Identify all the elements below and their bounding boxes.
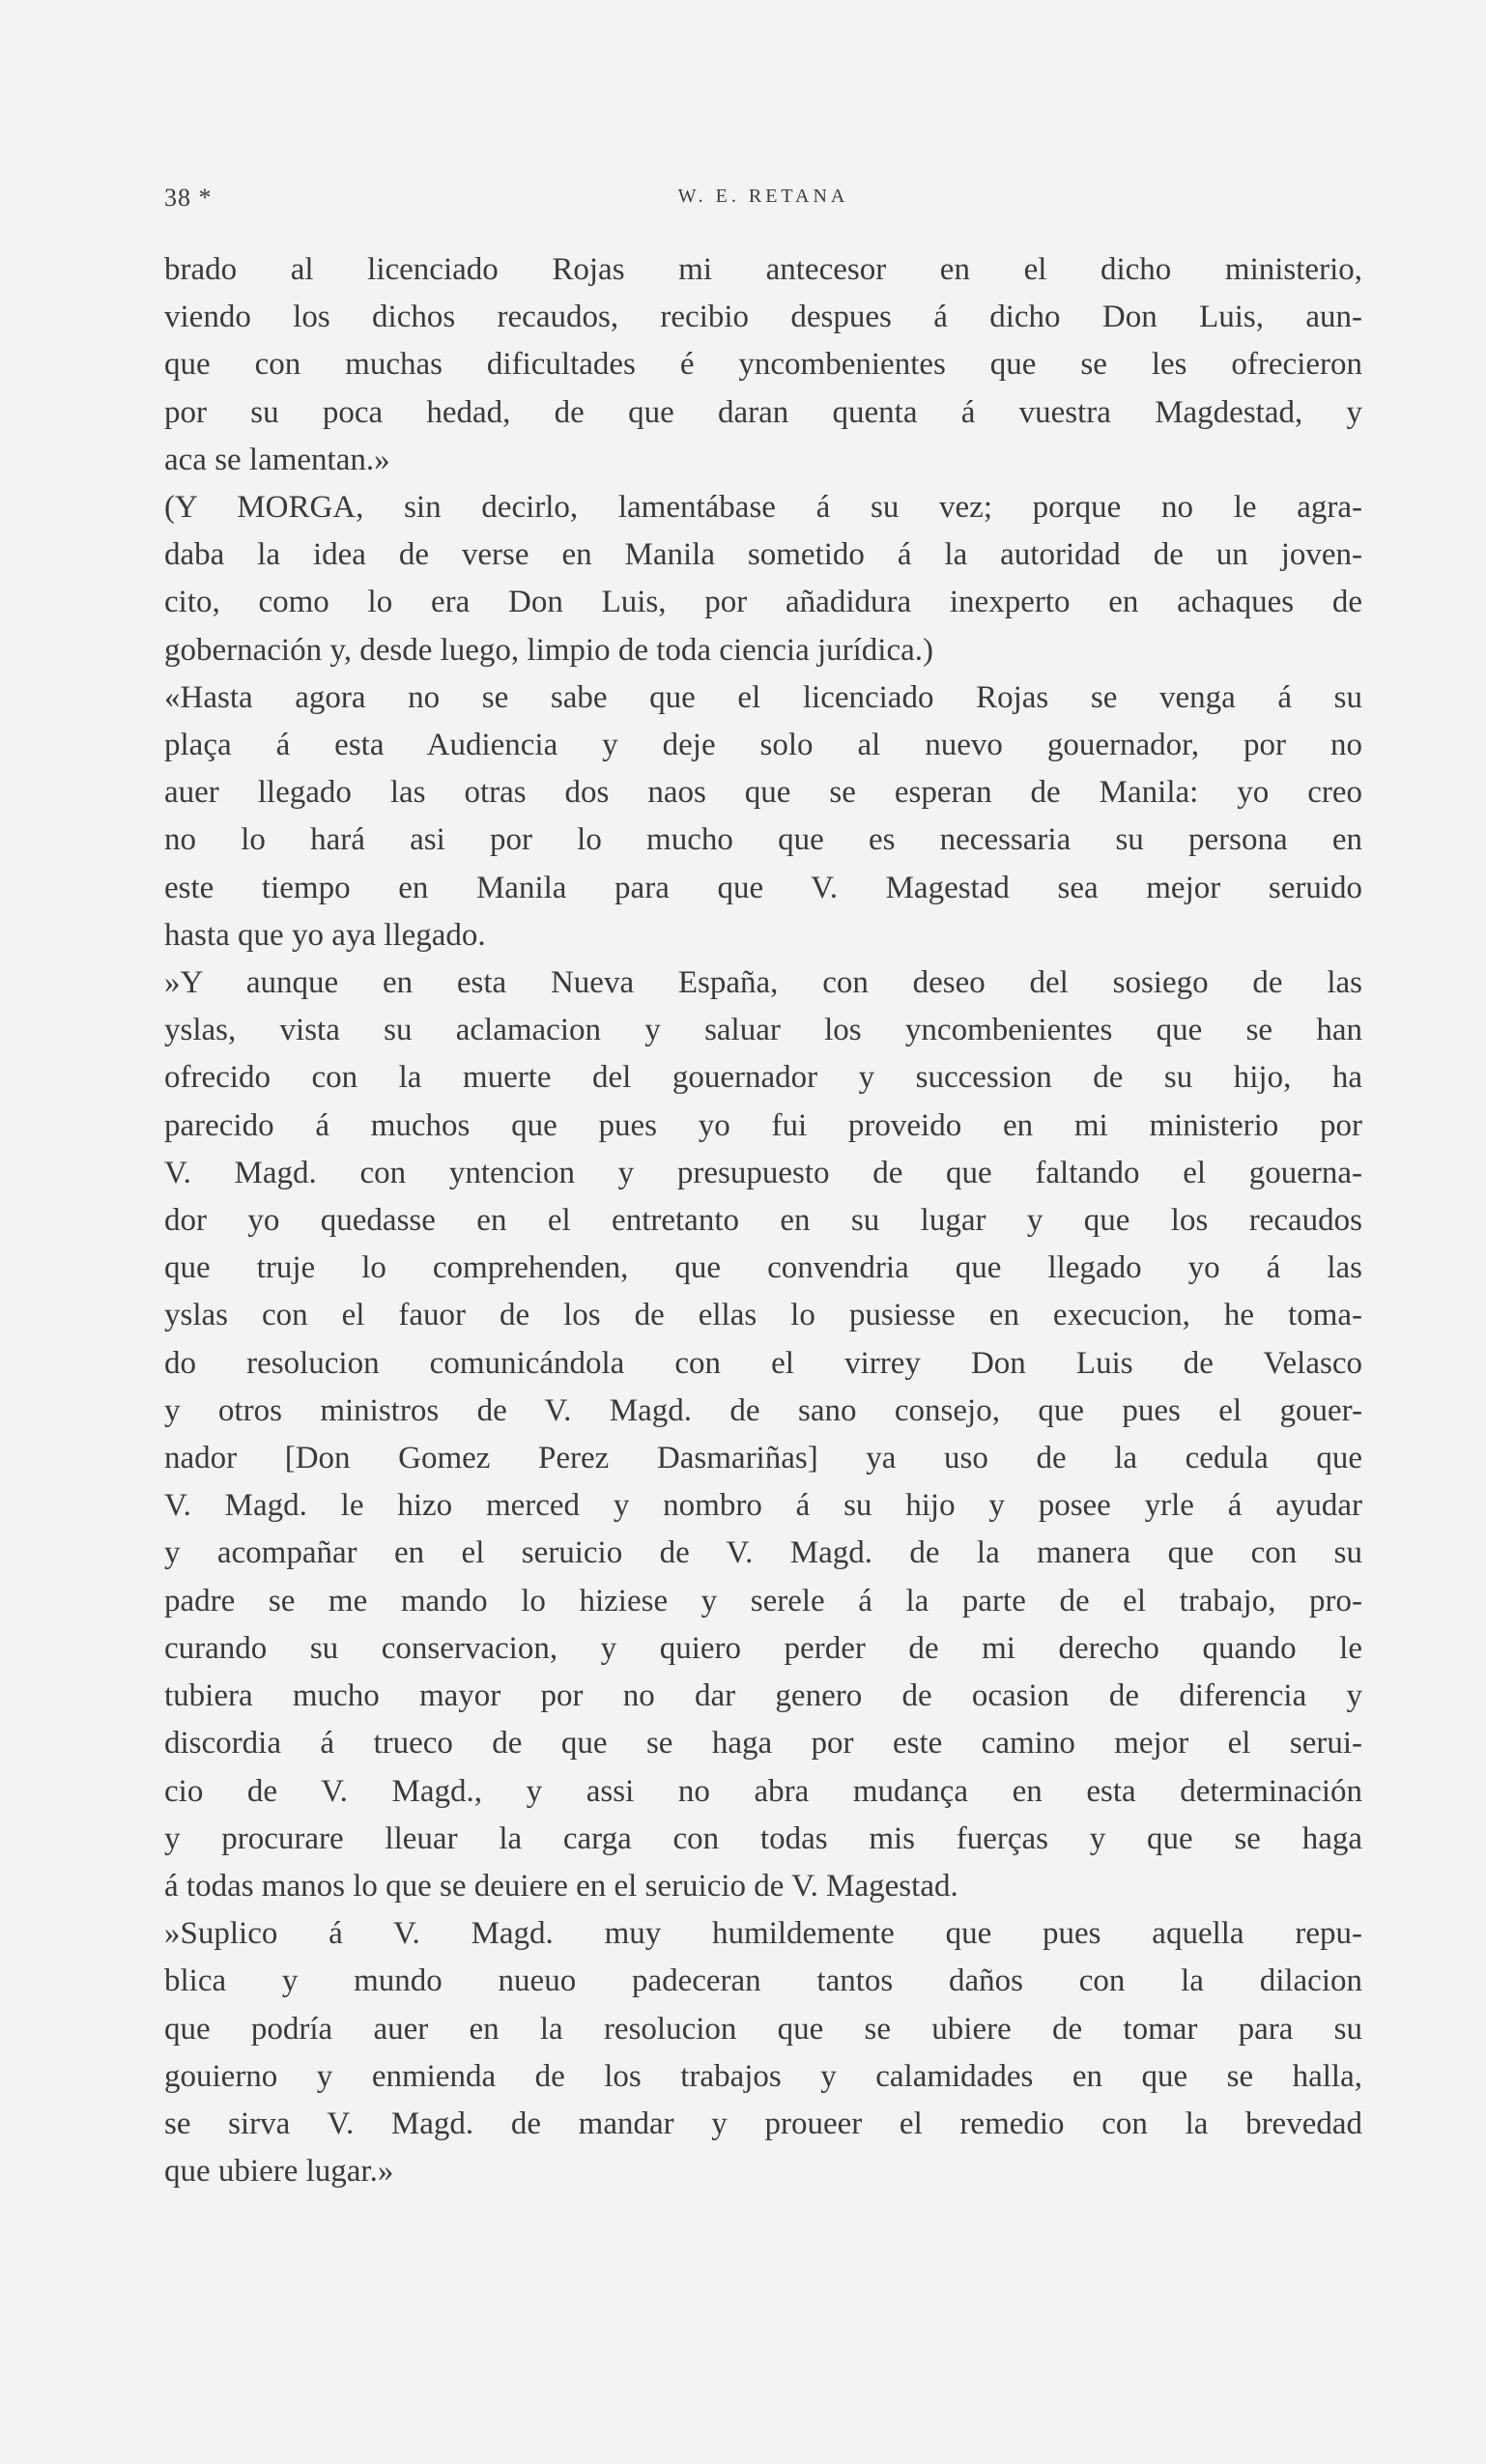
text-line: daba la idea de verse en Manila sometido á la autoridad de un joven- xyxy=(164,537,1362,573)
text-line: no lo hará asi por lo mucho que es necessaria su persona en xyxy=(164,822,1362,858)
text-line: (Y MORGA, sin decirlo, lamentábase á su vez; porque no le agra- xyxy=(164,490,1362,526)
text-line: »Suplico á V. Magd. muy humildemente que pues aquella repu- xyxy=(164,1916,1362,1952)
text-line: se sirva V. Magd. de mandar y proueer el remedio con la brevedad xyxy=(164,2106,1362,2141)
text-line: que podría auer en la resolucion que se ubiere de tomar para su xyxy=(164,2011,1362,2047)
text-line: parecido á muchos que pues yo fui proveido en mi ministerio por xyxy=(164,1107,1362,1143)
text-line: ofrecido con la muerte del gouernador y succession de su hijo, ha xyxy=(164,1060,1362,1096)
text-line: y procurare lleuar la carga con todas mis fuerças y que se haga xyxy=(164,1820,1362,1856)
text-line: auer llegado las otras dos naos que se esperan de Manila: yo creo xyxy=(164,775,1362,811)
text-line: este tiempo en Manila para que V. Magestad sea mejor seruido xyxy=(164,870,1362,905)
text-line: y otros ministros de V. Magd. de sano consejo, que pues el gouer- xyxy=(164,1392,1362,1428)
text-line: do resolucion comunicándola con el virrey Don Luis de Velasco xyxy=(164,1345,1362,1381)
text-line: nador [Don Gomez Perez Dasmariñas] ya uso de la cedula que xyxy=(164,1441,1362,1476)
text-line: cio de V. Magd., y assi no abra mudança en esta determinación xyxy=(164,1773,1362,1809)
running-head: W. E. RETANA xyxy=(677,186,849,207)
text-line: que ubiere lugar.» xyxy=(164,2154,394,2190)
text-line: plaça á esta Audiencia y deje solo al nuevo gouernador, por no xyxy=(164,728,1362,763)
text-line: que truje lo comprehenden, que convendria que llegado yo á las xyxy=(164,1250,1362,1286)
page-header xyxy=(164,184,1362,222)
text-line: V. Magd. le hizo merced y nombro á su hijo y posee yrle á ayudar xyxy=(164,1488,1362,1524)
text-line: padre se me mando lo hiziese y serele á la parte de el trabajo, pro- xyxy=(164,1583,1362,1619)
text-line: «Hasta agora no se sabe que el licenciado Rojas se venga á su xyxy=(164,679,1362,715)
body-text xyxy=(164,246,1362,2195)
text-line: viendo los dichos recaudos, recibio despues á dicho Don Luis, aun- xyxy=(164,300,1362,335)
text-line: gobernación y, desde luego, limpio de toda ciencia jurídica.) xyxy=(164,632,933,668)
text-line: y acompañar en el seruicio de V. Magd. de la manera que con su xyxy=(164,1535,1362,1571)
text-line: yslas, vista su aclamacion y saluar los yncombenientes que se han xyxy=(164,1013,1362,1048)
text-line: discordia á trueco de que se haga por este camino mejor el serui- xyxy=(164,1726,1362,1762)
text-line: que con muchas dificultades é yncombenientes que se les ofrecieron xyxy=(164,347,1362,383)
text-line: hasta que yo aya llegado. xyxy=(164,917,486,953)
text-line: aca se lamentan.» xyxy=(164,442,390,477)
text-line: brado al licenciado Rojas mi antecesor en el dicho ministerio, xyxy=(164,252,1362,287)
text-line: tubiera mucho mayor por no dar genero de ocasion de diferencia y xyxy=(164,1678,1362,1714)
text-line: cito, como lo era Don Luis, por añadidura inexperto en achaques de xyxy=(164,585,1362,620)
text-line: á todas manos lo que se deuiere en el seruicio de V. Magestad. xyxy=(164,1868,958,1904)
text-line: curando su conservacion, y quiero perder de mi derecho quando le xyxy=(164,1630,1362,1666)
text-line: »Y aunque en esta Nueva España, con deseo del sosiego de las xyxy=(164,965,1362,1001)
text-line: por su poca hedad, de que daran quenta á vuestra Magdestad, y xyxy=(164,394,1362,430)
text-line: yslas con el fauor de los de ellas lo pusiesse en execucion, he toma- xyxy=(164,1298,1362,1333)
text-line: dor yo quedasse en el entretanto en su lugar y que los recaudos xyxy=(164,1203,1362,1239)
text-line: V. Magd. con yntencion y presupuesto de que faltando el gouerna- xyxy=(164,1155,1362,1190)
text-line: blica y mundo nueuo padeceran tantos daños con la dilacion xyxy=(164,1963,1362,1999)
text-line: gouierno y enmienda de los trabajos y calamidades en que se halla, xyxy=(164,2058,1362,2094)
page-number: 38 * xyxy=(164,184,213,212)
